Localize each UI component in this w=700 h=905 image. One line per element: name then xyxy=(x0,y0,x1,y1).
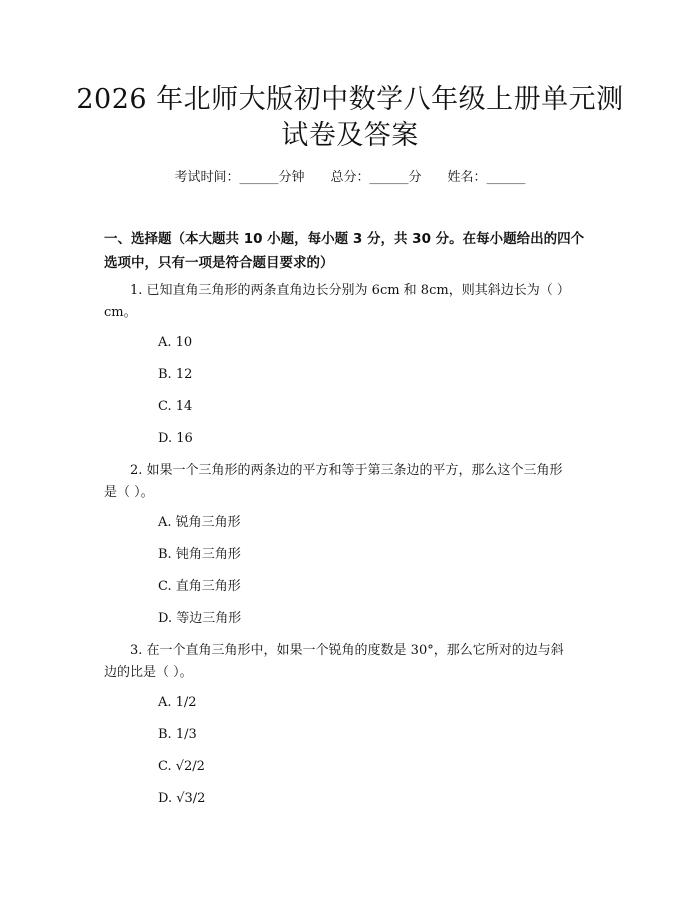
question-1-option-a: A. 10 xyxy=(158,335,193,350)
question-3-stem: 3. 在一个直角三角形中，如果一个锐角的度数是 30°，那么它所对的边与斜 xyxy=(130,643,564,658)
total-score-field: 总分：______分 xyxy=(330,170,422,185)
page-title-line-2: 试卷及答案 xyxy=(281,120,419,151)
question-2-stem: 2. 如果一个三角形的两条边的平方和等于第三条边的平方，那么这个三角形 xyxy=(130,463,563,478)
question-1-stem-cont: cm。 xyxy=(104,305,137,320)
question-3-option-a: A. 1/2 xyxy=(158,695,197,710)
question-1-option-d: D. 16 xyxy=(158,431,193,446)
question-3-option-d: D. √3/2 xyxy=(158,791,206,806)
section-heading-line-2: 选项中，只有一项是符合题目要求的） xyxy=(104,255,334,271)
question-1-option-c: C. 14 xyxy=(158,399,193,414)
question-3-stem-cont: 边的比是（ ）。 xyxy=(104,665,193,680)
question-2-option-b: B. 钝角三角形 xyxy=(158,547,241,562)
page-title-line-1: 2026 年北师大版初中数学八年级上册单元测 xyxy=(76,84,624,115)
student-name-field: 姓名：______ xyxy=(447,170,526,185)
question-2-option-a: A. 锐角三角形 xyxy=(158,515,241,530)
question-1-stem: 1. 已知直角三角形的两条直角边长分别为 6cm 和 8cm，则其斜边长为（ ） xyxy=(130,283,570,298)
question-2-option-c: C. 直角三角形 xyxy=(158,579,241,594)
question-2-stem-cont: 是（ ）。 xyxy=(104,485,154,500)
exam-time-field: 考试时间：______分钟 xyxy=(174,170,305,185)
section-heading-line-1: 一、选择题（本大题共 10 小题，每小题 3 分，共 30 分。在每小题给出的四个 xyxy=(104,231,585,247)
question-2-option-d: D. 等边三角形 xyxy=(158,611,242,626)
question-1-option-b: B. 12 xyxy=(158,367,193,382)
question-3-option-c: C. √2/2 xyxy=(158,759,205,774)
question-3-option-b: B. 1/3 xyxy=(158,727,197,742)
exam-info-row xyxy=(0,168,700,188)
